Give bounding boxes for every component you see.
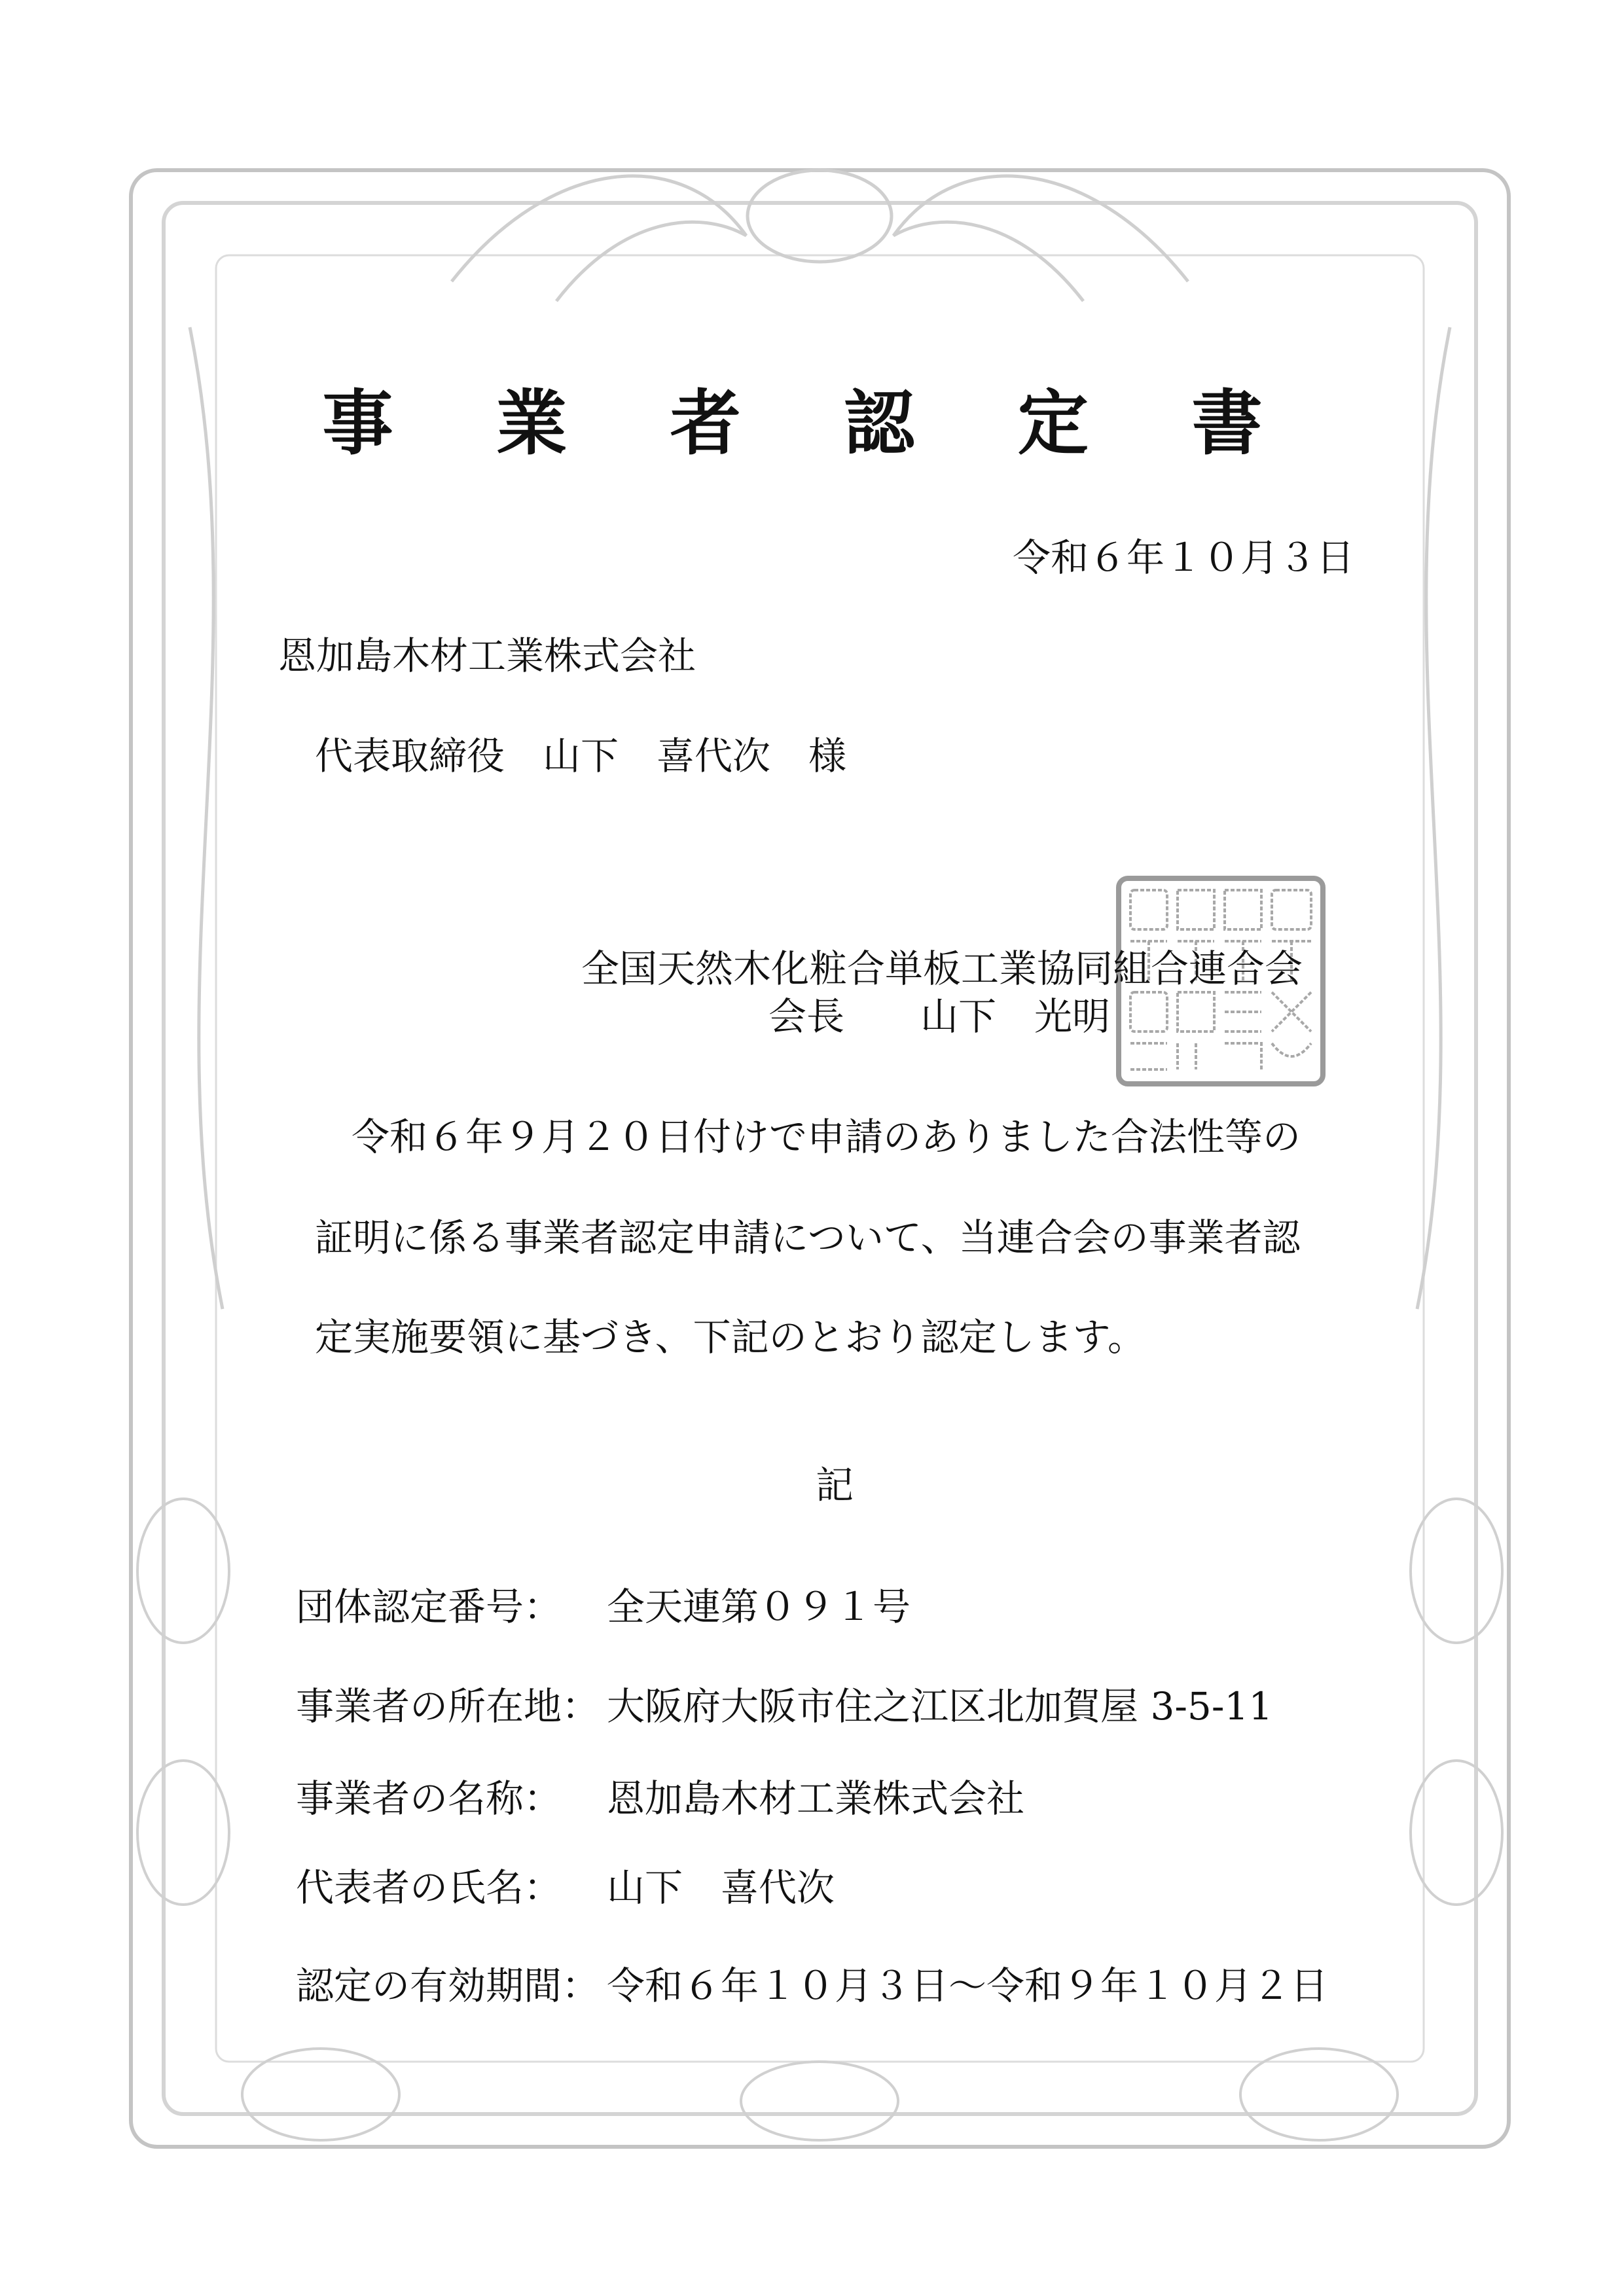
ki-heading: 記 <box>816 1463 854 1507</box>
item-label: 事業者の所在地： <box>296 1684 600 1729</box>
item-certification-number <box>296 1576 911 1631</box>
document-title: 事 業 者 認 定 書 <box>322 383 1302 465</box>
item-label: 事業者の名称： <box>296 1776 562 1821</box>
item-label: 団体認定番号： <box>296 1585 562 1629</box>
issuer-organization: 全国天然木化粧合単板工業協同組合連合会 <box>581 946 1303 991</box>
item-label: 認定の有効期間： <box>296 1964 600 2008</box>
item-label: 代表者の氏名： <box>296 1865 562 1910</box>
item-validity-period <box>296 1955 1328 2010</box>
item-value: 全天連第０９１号 <box>607 1585 911 1629</box>
body-line-2: 証明に係る事業者認定申請について、当連合会の事業者認 <box>315 1215 1301 1260</box>
item-business-name <box>296 1768 1024 1823</box>
item-value: 恩加島木材工業株式会社 <box>607 1776 1025 1821</box>
issue-date: 令和６年１０月３日 <box>1012 535 1354 580</box>
body-line-3: 定実施要領に基づき、下記のとおり認定します。 <box>315 1315 1146 1359</box>
recipient-representative: 代表取締役 山下 喜代次 様 <box>315 734 847 778</box>
issuer-chairman: 会長 山下 光明 <box>768 994 1111 1039</box>
item-value: 令和６年１０月３日～令和９年１０月２日 <box>607 1964 1329 2008</box>
item-representative-name <box>296 1857 835 1912</box>
item-value: 山下 喜代次 <box>607 1865 835 1910</box>
body-line-1: 令和６年９月２０日付けで申請のありました合法性等の <box>352 1115 1301 1159</box>
item-address <box>296 1676 1272 1731</box>
item-value: 大阪府大阪市住之江区北加賀屋 3-5-11 <box>607 1684 1273 1729</box>
recipient-company: 恩加島木材工業株式会社 <box>278 634 696 678</box>
